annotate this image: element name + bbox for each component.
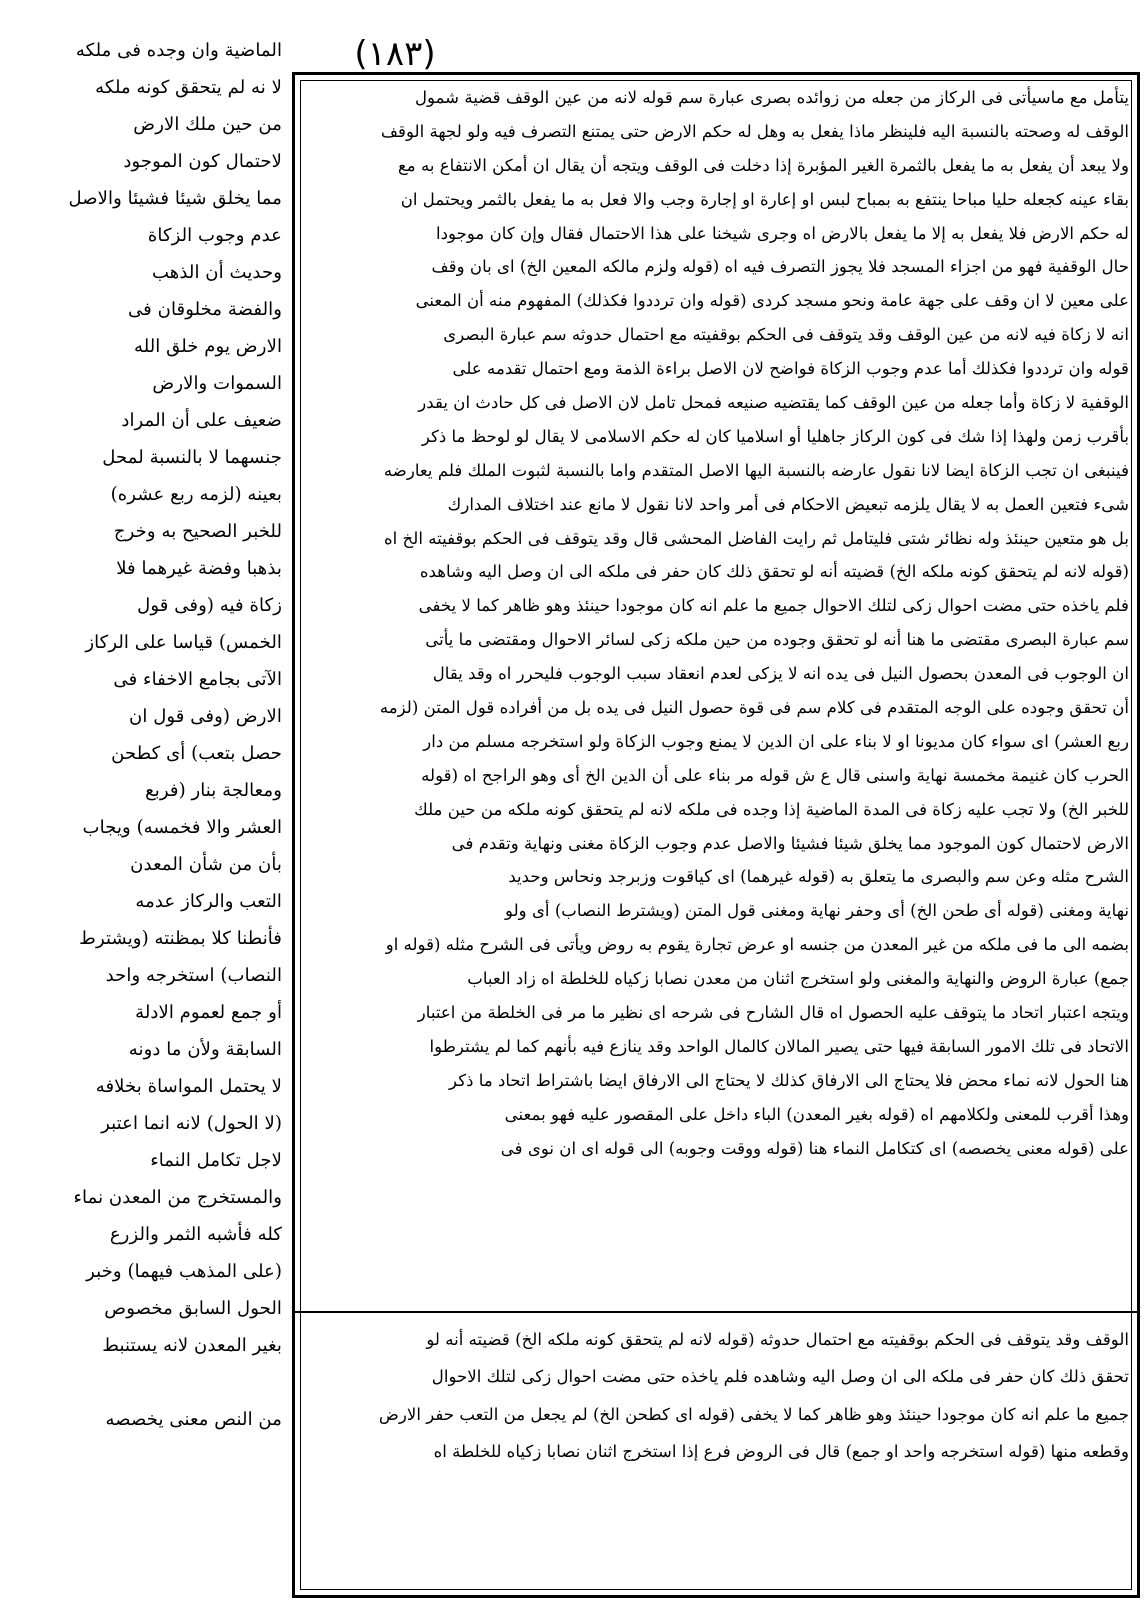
main-text-line: ربع العشر) اى سواء كان مديونا او لا بناء على ان الدين لا يمنع وجوب الزكاة ولو استخرجه مسلم من دار <box>423 731 1129 751</box>
side-column-line: وحديث أن الذهب <box>151 262 282 283</box>
footnote-line: الوقف وقد يتوقف فى الحكم بوقفيته مع احتمال حدوثه (قوله لانه لم يتحقق كونه ملكه الخ) قضيته أنه لو <box>426 1330 1129 1349</box>
main-text-line: للخبر الخ) ولا تجب عليه زكاة فى المدة الماضية إذا وجده فى ملكه لانه لم يتحقق كونه ملكه من حين ملك <box>414 799 1129 819</box>
main-text-line: بضمه الى ما فى ملكه من غير المعدن من جنسه او عرض تجارة يقوم به روض ويأتى فى الشرح مثله (قوله او <box>385 935 1129 955</box>
main-text-line: ويتجه اعتبار اتحاد ما يتوقف عليه الحصول اه قال الشارح فى شرحه اى نظير ما مر فى الخلطة من اعتبار <box>417 1003 1129 1023</box>
side-column-line: لاحتمال كون الموجود <box>123 151 282 172</box>
side-column-line: ضعيف على أن المراد <box>121 410 282 431</box>
side-column-line: ومعالجة بنار (فربع <box>145 780 282 801</box>
side-column-line: (على المذهب فيهما) وخبر <box>86 1261 282 1282</box>
main-text-line: انه لا زكاة فيه لانه من عين الوقف وقد يتوقف فى الحكم بوقفيته مع احتمال حدوثه سم عبارة البصرى <box>443 325 1129 345</box>
side-column-line: عدم وجوب الزكاة <box>147 225 282 246</box>
main-text-line: على معين لا ان وقف على جهة عامة ونحو مسجد كردى (قوله وان ترددوا فكذلك) المفهوم منه أن المعنى <box>415 291 1129 311</box>
side-column-line: بغير المعدن لانه يستنبط <box>102 1335 282 1356</box>
main-text-line: (قوله لانه لم يتحقق كونه ملكه الخ) قضيته أنه لو تحقق ذلك كان حفر فى ملكه الى ان وصل اليه وشاهده <box>419 562 1129 582</box>
main-text-line: الوقف له وصحته بالنسبة اليه فلينظر ماذا يفعل به وهل له حكم الارض حتى يمتنع التصرف فيه ولو لجهة الوقف <box>380 121 1129 141</box>
main-text-line: بقاء عينه كجعله حليا مباحا ينتفع به بمباح لبس او إعارة او إجارة وجب والا فعل به ما يفعل بالثمر ويحتمل ان <box>400 189 1129 209</box>
side-column-line: الآتى بجامع الاخفاء فى <box>113 669 282 690</box>
main-text-line: يتأمل مع ماسيأتى فى الركاز من جعله من زوائده بصرى عبارة سم قوله لانه من عين الوقف قضية شمول <box>414 88 1129 107</box>
side-column-line: لاجل تكامل النماء <box>150 1150 282 1171</box>
main-text-line: أن تحقق وجوده على الوجه المتقدم فى كلام سم فى قوة حصول النيل فى يده بل من أفراده قول المتن (لزمه <box>379 698 1129 718</box>
side-column-line <box>10 1364 282 1401</box>
side-column-line: للخبر الصحيح به وخرج <box>113 521 282 542</box>
main-text-line: ولا يبعد أن يفعل به ما يفعل بالثمرة الغير المؤبرة إذا دخلت فى الوقف ويتجه أن يقال ان أمكن الانتفاع به مع <box>397 155 1129 175</box>
main-text-line: ان الوجوب فى المعدن بحصول النيل فى يده انه لا يزكى لعدم انعقاد سبب الوجوب فليحرر اه وقد يقال <box>432 664 1129 684</box>
main-text-line: شىء فتعين العمل به لا يقال يلزمه تبعيض الاحكام فى أمر واحد لانا نقول لا مانع عند اختلاف المدارك <box>447 494 1129 514</box>
main-text-line: الحرب كان غنيمة مخمسة نهاية واسنى قال ع ش قوله مر بناء على أن الدين الخ أى وهو الراجح اه (قوله <box>421 765 1129 785</box>
main-text-line: الشرح مثله وعن سم والبصرى ما يتعلق به (قوله غيرهما) اى كياقوت وزبرجد ونحاس وحديد <box>508 867 1129 887</box>
side-column-line: الحول السابق مخصوص <box>104 1298 282 1319</box>
main-text-line: فينبغى ان تجب الزكاة ايضا لانا نقول عارضه بالنسبة اليها الاصل المتقدم واما بالنسبة لثبوت الملك فلم يعارضه <box>383 460 1129 480</box>
main-text-line: حال الوقفية فهو من اجزاء المسجد فلا يجوز التصرف فيه اه (قوله ولزم مالكه المعين الخ) اى بان وقف <box>431 257 1129 277</box>
main-text-line: على (قوله معنى يخصصه) اى كتكامل النماء هنا (قوله ووقت وجوبه) الى قوله اى ان نوى فى <box>500 1138 1129 1158</box>
side-column-line: السموات والارض <box>152 373 282 394</box>
side-column-line: النصاب) استخرجه واحد <box>105 965 282 986</box>
side-column-line: لا يحتمل المواساة بخلافه <box>95 1076 282 1097</box>
footnote-line: وقطعه منها (قوله استخرجه واحد او جمع) قال فى الروض فرع إذا استخرج اثنان نصابا زكياه للخلطة اه <box>433 1441 1129 1461</box>
side-column-line: الارض يوم خلق الله <box>133 336 282 357</box>
side-column-line: بذهبا وفضة غيرهما فلا <box>116 558 282 579</box>
main-text-line: الوقفية لا زكاة وأما جعله من عين الوقف كما يقتضيه صنيعه فمحل تامل لان الاصل فى كل حادث ان يقدر <box>418 393 1129 413</box>
side-column-line: الارض (وفى قول ان <box>129 706 282 727</box>
main-text-line: بل هو متعين حينئذ وله نظائر شتى فليتامل ثم رايت الفاضل المحشى قال وقد يتوقف فى الحكم بوقفيته الخ اه <box>383 528 1129 548</box>
side-column-line: والفضة مخلوقان فى <box>127 299 282 320</box>
side-column-line: بعينه (لزمه ربع عشره) <box>110 484 282 505</box>
footnote-line: جميع ما علم انه كان موجودا حينئذ وهو ظاهر كما لا يخفى (قوله اى كطحن الخ) لم يجعل من التعب حفر الارض <box>378 1404 1129 1424</box>
side-column-line: فأنطنا كلا بمظنته (ويشترط <box>79 928 282 949</box>
main-text-line: الارض لاحتمال كون الموجود مما يخلق شيئا فشيئا والاصل عدم وجوب الزكاة مغنى ونهاية وتقدم فى <box>451 833 1129 853</box>
main-text-line: له حكم الارض فلا يفعل به إلا ما يفعل بالارض اه وجرى شيخنا على هذا الاحتمال فقال وإن كان موجودا <box>436 223 1129 243</box>
side-column-line: مما يخلق شيئا فشيئا والاصل <box>68 188 282 209</box>
side-column-line: بأن من شأن المعدن <box>130 854 282 875</box>
side-column-line: أو جمع لعموم الادلة <box>135 1002 282 1023</box>
side-column-line: لا نه لم يتحقق كونه ملكه <box>95 77 282 98</box>
main-frame <box>292 72 1140 1598</box>
main-text-line: جمع) عبارة الروض والنهاية والمغنى ولو استخرج اثنان من معدن نصابا زكياه للخلطة اه زاد العباب <box>467 969 1129 989</box>
side-column-line: العشر والا فخمسه) ويجاب <box>82 817 282 838</box>
side-column-line: حصل بتعب) أى كطحن <box>111 743 282 764</box>
side-column-line: من حين ملك الارض <box>133 114 282 135</box>
main-text-line: فلم ياخذه حتى مضت احوال زكى لتلك الاحوال جميع ما علم انه كان موجودا حينئذ وهو ظاهر كما لا يخفى <box>418 596 1129 616</box>
side-commentary-column <box>10 32 282 1582</box>
side-column-line: الماضية وان وجده فى ملكه <box>75 40 282 61</box>
side-column-line: والمستخرج من المعدن نماء <box>73 1187 282 1208</box>
main-text-line: وهذا أقرب للمعنى ولكلامهم اه (قوله بغير المعدن) الباء داخل على المقصور عليه فهو بمعنى <box>504 1104 1129 1124</box>
page-number: (١٨٣) <box>354 34 436 74</box>
side-column-line: التعب والركاز عدمه <box>135 891 282 912</box>
side-column-line: جنسهما لا بالنسبة لمحل <box>102 447 282 468</box>
footnote-divider <box>295 1311 1137 1313</box>
main-text-line: قوله وان ترددوا فكذلك أما عدم وجوب الزكاة فواضح لان الاصل براءة الذمة ومع احتمال تقدمه على <box>452 359 1129 379</box>
side-column-line: (لا الحول) لانه انما اعتبر <box>101 1113 282 1134</box>
side-column-line: الخمس) قياسا على الركاز <box>85 632 282 653</box>
footnote-text <box>303 1321 1129 1581</box>
main-commentary-text <box>303 81 1129 1303</box>
main-text-line: سم عبارة البصرى مقتضى ما هنا أنه لو تحقق وجوده من حين ملكه زكى لسائر الاحوال ومقتضى ما يأتى <box>425 630 1129 650</box>
main-text-line: بأقرب زمن ولهذا إذا شك فى كون الركاز جاهليا أو اسلاميا كان له حكم الاسلامى لا يقال لو لوحظ ما ذكر <box>421 426 1129 446</box>
main-text-line: نهاية ومغنى (قوله أى طحن الخ) أى وحفر نهاية ومغنى قول المتن (ويشترط النصاب) أى ولو <box>505 901 1129 921</box>
main-text-line: الاتحاد فى تلك الامور السابقة فيها حتى يصير المالان كالمال الواحد وقد ينازع فيه بأنهم كما لم يشترطوا <box>429 1036 1129 1056</box>
side-column-line: من النص معنى يخصصه <box>105 1409 282 1430</box>
side-column-line: السابقة ولأن ما دونه <box>128 1039 282 1060</box>
side-column-line: زكاة فيه (وفى قول <box>137 595 282 616</box>
footnote-line: تحقق ذلك كان حفر فى ملكه الى ان وصل اليه وشاهده فلم ياخذه حتى مضت احوال زكى لتلك الاحوال <box>431 1367 1129 1387</box>
main-text-line: هنا الحول لانه نماء محض فلا يحتاج الى الارفاق كذلك لا يحتاج الى الارفاق ايضا باشتراط اتحاد ما ذكر <box>449 1070 1129 1090</box>
side-column-line: كله فأشبه الثمر والزرع <box>109 1224 282 1245</box>
